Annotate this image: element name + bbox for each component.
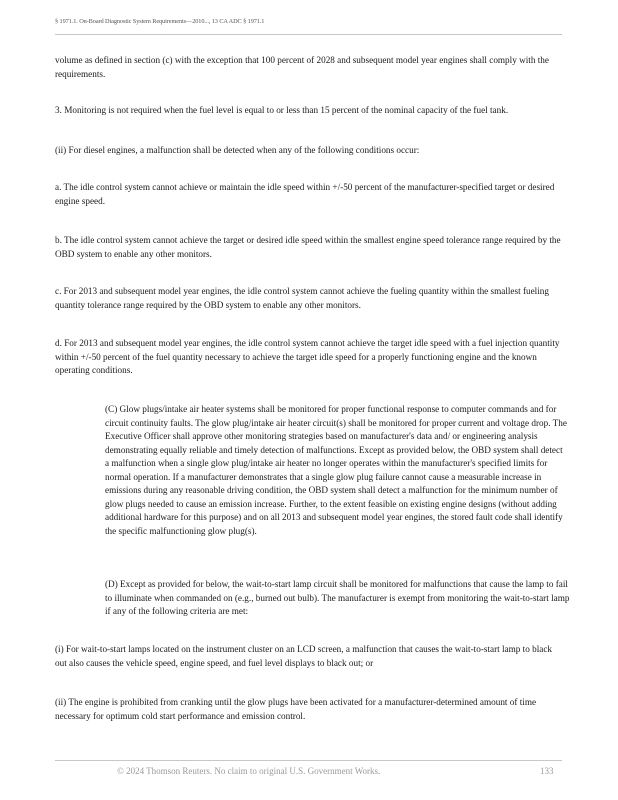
footer-copyright: © 2024 Thomson Reuters. No claim to original U.S. Government Works.: [117, 766, 381, 776]
running-head: § 1971.1. On-Board Diagnostic System Requirements—2010..., 13 CA ADC § 1971.1: [55, 18, 265, 25]
paragraph-criterion-ii: (ii) The engine is prohibited from cranking until the glow plugs have been activated for a manufacturer-determined amount of time necessary for optimum cold start performance and emission control.: [55, 697, 537, 721]
header-divider: [55, 34, 562, 35]
paragraph-item-d: d. For 2013 and subsequent model year engines, the idle control system cannot achieve the target idle speed with a fuel injection quantity within +/-50 percent of the fuel quantity necessary to achieve the target idle speed for a properly functioning engine and the known operating conditions.: [55, 338, 560, 375]
footer-divider: [55, 760, 562, 761]
paragraph-diesel-engines: (ii) For diesel engines, a malfunction shall be detected when any of the following conditions occur:: [55, 145, 420, 155]
paragraph-item-b: b. The idle control system cannot achieve the target or desired idle speed within the smallest engine speed tolerance range required by the OBD system to enable any other monitors.: [55, 235, 561, 259]
page-number: 133: [540, 766, 554, 776]
paragraph-item-c: c. For 2013 and subsequent model year engines, the idle control system cannot achieve the fueling quantity within the smallest fueling quantity tolerance range required by the OBD system to enable any other monitors.: [55, 286, 549, 310]
paragraph-monitoring-fuel-level: 3. Monitoring is not required when the fuel level is equal to or less than 15 percent of the nominal capacity of the fuel tank.: [55, 105, 509, 115]
paragraph-item-a: a. The idle control system cannot achieve or maintain the idle speed within +/-50 percent of the manufacturer-specified target or desired engine speed.: [55, 182, 555, 206]
paragraph-volume-definition: volume as defined in section (c) with the exception that 100 percent of 2028 and subsequent model year engines shall comply with the requirements.: [55, 55, 549, 79]
paragraph-criterion-i: (i) For wait-to-start lamps located on the instrument cluster on an LCD screen, a malfunction that causes the wait-to-start lamp to black out also causes the vehicle speed, engine speed, and fuel level displays to black out; or: [55, 644, 552, 668]
paragraph-wait-to-start-lamp: (D) Except as provided for below, the wait-to-start lamp circuit shall be monitored for malfunctions that cause the lamp to fail to illuminate when commanded on (e.g., burned out bulb). The manufacturer is exempt from monitoring the wait-to-start lamp if any of the following criteria are met:: [105, 579, 570, 616]
paragraph-glow-plugs: (C) Glow plugs/intake air heater systems shall be monitored for proper functional response to computer commands and for circuit continuity faults. The glow plug/intake air heater circuit(s) shall be monitored for proper current and voltage drop. The Executive Officer shall approve other monitoring strategies based on manufacturer's data and/ or engineering analysis demonstrating equally reliable and timely detection of malfunctions. Except as provided below, the OBD system shall detect a malfunction when a single glow plug/intake air heater no longer operates within the manufacturer's specified limits for normal operation. If a manufacturer demonstrates that a single glow plug failure cannot cause a measurable increase in emissions during any reasonable driving condition, the OBD system shall detect a malfunction for the minimum number of glow plugs needed to cause an emission increase. Further, to the extent feasible on existing engine designs (without adding additional hardware for this purpose) and on all 2013 and subsequent model year engines, the stored fault code shall identify the specific malfunctioning glow plug(s).: [105, 404, 567, 536]
